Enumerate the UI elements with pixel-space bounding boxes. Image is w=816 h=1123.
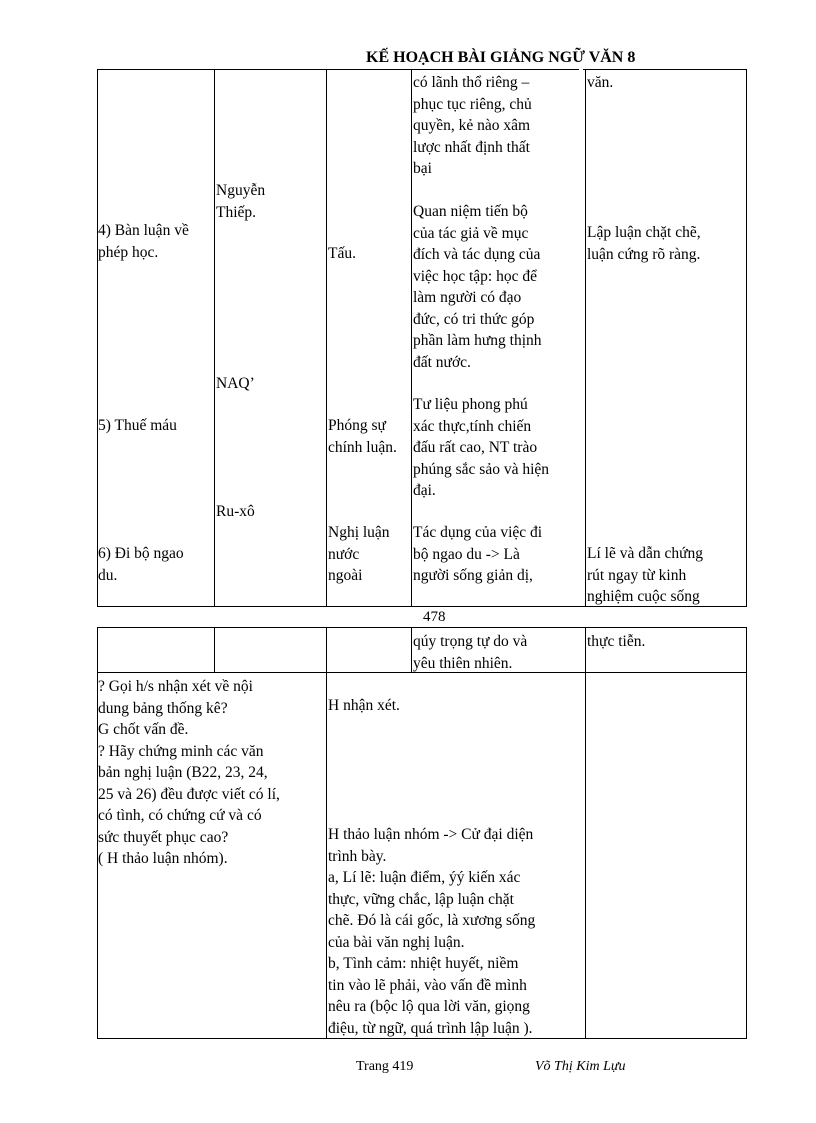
genre-phong-su: Phóng sự chính luận.	[328, 417, 397, 456]
genre-tau: Tấu.	[328, 245, 356, 262]
work-title-ban-luan-ve-phep-hoc: 4) Bàn luận về phép học.	[98, 222, 189, 261]
author-nguyen-thiep: Nguyễn Thiếp.	[216, 182, 266, 221]
footer-page-label: Trang 419	[356, 1059, 414, 1074]
footer-author: Võ Thị Kim Lựu	[535, 1059, 626, 1074]
student-activity-1: H nhận xét.	[328, 697, 400, 714]
content-di-bo-ngao-du: Tác dụng của việc đi bộ ngao du -> Là người sống giản dị,	[413, 524, 543, 584]
art-di-bo-ngao-du: Lí lẽ và dẫn chứng rút ngay từ kinh nghiệm cuộc sống	[587, 545, 704, 605]
author-ru-xo: Ru-xô	[216, 503, 255, 520]
page-header-title: KẾ HOẠCH BÀI GIẢNG NGỮ VĂN 8	[366, 49, 636, 66]
art-phep-hoc: Lập luận chặt chẽ, luận cứng rõ ràng.	[587, 224, 701, 263]
author-naq: NAQ’	[216, 375, 255, 392]
art-continued: văn.	[587, 74, 614, 91]
teacher-activity: ? Gọi h/s nhận xét về nội dung bảng thống kê? G chốt vấn đề. ? Hãy chứng minh các văn bản nghị luận (B22, 23, 24, 25 và 26) đều được viết có lí, có tình, có chứng cứ và có sức thuyết phục cao? ( H thảo luận nhóm).	[98, 678, 280, 867]
content-thue-mau: Tư liệu phong phú xác thực,tính chiến đấu rất cao, NT trào phúng sắc sảo và hiện đại.	[413, 396, 550, 499]
continued-content-row: qúy trọng tự do và yêu thiên nhiên.	[413, 633, 528, 672]
student-activity-2: H thảo luận nhóm -> Cử đại diện trình bày. a, Lí lẽ: luận điểm, ýý kiến xác thực, vững chắc, lập luận chặt chẽ. Đó là cái gốc, là xương sống của bài văn nghị luận. b, Tình cảm: nhiệt huyết, niềm tin vào lẽ phải, vào vấn đề mình nêu ra (bộc lộ qua lời văn, giọng điệu, từ ngữ, quá trình lập luận ).	[328, 826, 536, 1037]
genre-nghi-luan-nuoc-ngoai: Nghị luận nước ngoài	[328, 524, 390, 584]
content-continued: có lãnh thổ riêng – phục tục riêng, chủ quyền, kẻ nào xâm lược nhất định thất bại	[413, 74, 532, 177]
work-title-di-bo-ngao-du: 6) Đi bộ ngao du.	[98, 545, 184, 584]
page-number: 478	[423, 609, 446, 625]
content-phep-hoc: Quan niệm tiến bộ của tác giả về mục đích và tác dụng của việc học tập: học để làm người có đạo đức, có tri thức góp phần làm hưng thịnh đất nước.	[413, 203, 542, 371]
continued-notes-row: thực tiễn.	[587, 633, 646, 650]
work-title-thue-mau: 5) Thuế máu	[98, 417, 177, 434]
